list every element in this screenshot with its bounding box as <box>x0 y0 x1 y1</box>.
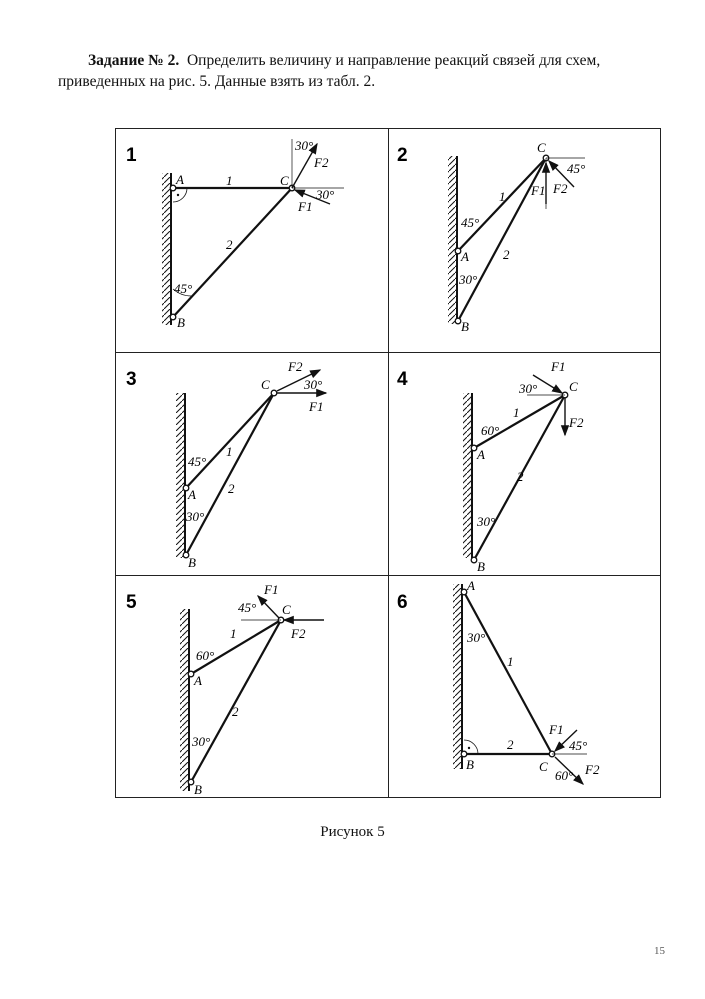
wall-hatching <box>162 173 170 325</box>
label-f1: F1 <box>309 399 324 414</box>
angle-label-b: 30° <box>186 509 205 524</box>
scheme-3-drawing <box>116 353 388 576</box>
label-a: A <box>461 249 469 264</box>
joint-a <box>461 589 467 595</box>
label-b: B <box>177 315 185 330</box>
label-f2: F2 <box>291 626 306 641</box>
right-angle-dot <box>177 194 179 196</box>
label-a: A <box>467 578 475 593</box>
task-statement <box>58 50 678 92</box>
label-f1 <box>297 199 312 214</box>
joint-b <box>170 314 176 320</box>
label-f2: F2 <box>569 415 584 430</box>
angle-label-a: 60° <box>481 423 500 438</box>
label-f2 <box>313 155 329 170</box>
scheme-1-drawing <box>116 129 388 352</box>
angle-label-b: 30° <box>192 734 211 749</box>
label-b: B <box>477 559 485 574</box>
angle-label-f2: 60° <box>555 768 574 783</box>
scheme-6-drawing <box>389 576 661 799</box>
label-b: B <box>188 555 196 570</box>
label-a: A <box>176 172 184 187</box>
label-b: B <box>194 782 202 797</box>
joint-b <box>461 751 467 757</box>
label-a: A <box>188 487 196 502</box>
angle-label-a: 30° <box>467 630 486 645</box>
angle-label-f1: 30° <box>316 187 335 202</box>
label-a: A <box>194 673 202 688</box>
wall-hatching <box>180 609 188 791</box>
scheme-4 <box>389 353 661 576</box>
label-f2: F2 <box>585 762 600 777</box>
scheme-3 <box>116 353 388 576</box>
scheme-6 <box>389 576 661 799</box>
label-f1: F1 <box>551 359 566 374</box>
label-c: C <box>282 602 291 617</box>
joint-b <box>471 557 477 563</box>
label-f2: F2 <box>553 181 568 196</box>
angle-label-f1: 30° <box>519 381 538 396</box>
angle-label-f2: 45° <box>567 161 586 176</box>
angle-label-b: 45° <box>174 281 193 296</box>
force-f1-arrow <box>533 375 562 393</box>
scheme-5 <box>116 576 388 799</box>
label-bar-2: 2 <box>507 737 514 752</box>
scheme-5-drawing <box>116 576 388 799</box>
scheme-number: 1 <box>126 145 137 166</box>
label-bar-2: 2 <box>226 237 233 252</box>
label-b: B <box>466 757 474 772</box>
scheme-4-drawing <box>389 353 661 576</box>
joint-c <box>271 390 277 396</box>
scheme-2-drawing <box>389 129 661 352</box>
joint-b <box>455 318 461 324</box>
bar-1 <box>464 592 552 754</box>
wall-hatching <box>463 393 471 558</box>
right-angle-dot <box>468 747 470 749</box>
joint-b <box>188 779 194 785</box>
label-c: C <box>537 140 546 155</box>
joint-a <box>471 445 477 451</box>
label-b: B <box>461 319 469 334</box>
figure-caption: Рисунок 5 <box>320 824 385 840</box>
task-line-1 <box>58 50 678 71</box>
angle-label-f2: 30° <box>295 138 314 153</box>
label-bar-2: 2 <box>232 704 239 719</box>
page-number: 15 <box>654 945 665 957</box>
wall-hatching <box>453 584 461 769</box>
label-c: C <box>261 377 270 392</box>
bar-1 <box>458 158 546 251</box>
scheme-number: 2 <box>397 145 408 166</box>
label-bar-2: 2 <box>503 247 510 262</box>
label-f1: F1 <box>549 722 564 737</box>
angle-label-f2: 30° <box>304 377 323 392</box>
angle-label-a: 45° <box>188 454 207 469</box>
label-a: A <box>477 447 485 462</box>
angle-label-f1: 45° <box>569 738 588 753</box>
label-bar-1: 1 <box>513 405 520 420</box>
label-bar-1: 1 <box>230 626 237 641</box>
wall-hatching <box>176 393 184 558</box>
bar-2 <box>191 620 281 782</box>
label-c: C <box>569 379 578 394</box>
joint-a <box>188 671 194 677</box>
angle-label-b: 30° <box>477 514 496 529</box>
label-bar-1: 1 <box>507 654 514 669</box>
label-f1: F1 <box>531 183 546 198</box>
scheme-number: 5 <box>126 592 137 613</box>
task-text-2: приведенных на рис. 5. Данные взять из табл. 2. <box>58 73 376 90</box>
label-f2-letter: F2 <box>314 155 329 170</box>
wall-hatching <box>448 156 456 324</box>
label-f1-letter: F1 <box>298 199 313 214</box>
angle-label-a: 45° <box>461 215 480 230</box>
label-bar-2: 2 <box>517 469 524 484</box>
force-f1-arrow <box>258 596 279 618</box>
scheme-1 <box>116 129 388 352</box>
joint-a <box>455 248 461 254</box>
bar-2 <box>173 188 292 317</box>
task-label: Задание № 2. <box>88 52 180 69</box>
label-bar-2: 2 <box>228 481 235 496</box>
scheme-number: 4 <box>397 369 408 390</box>
angle-label-a: 60° <box>196 648 215 663</box>
angle-label-b: 30° <box>459 272 478 287</box>
joint-a <box>170 185 176 191</box>
angle-label-f1: 45° <box>238 600 257 615</box>
scheme-number: 3 <box>126 369 137 390</box>
scheme-number: 6 <box>397 592 408 613</box>
label-bar-1: 1 <box>226 444 233 459</box>
label-f1: F1 <box>264 582 279 597</box>
label-f2: F2 <box>288 359 303 374</box>
label-bar-1: 1 <box>226 173 233 188</box>
label-c: C <box>280 173 289 188</box>
figure-grid <box>115 128 661 798</box>
label-c: C <box>539 759 548 774</box>
task-text-1: Определить величину и направление реакций связей для схем, <box>186 52 601 69</box>
label-bar-1: 1 <box>499 189 506 204</box>
scheme-2 <box>389 129 661 352</box>
